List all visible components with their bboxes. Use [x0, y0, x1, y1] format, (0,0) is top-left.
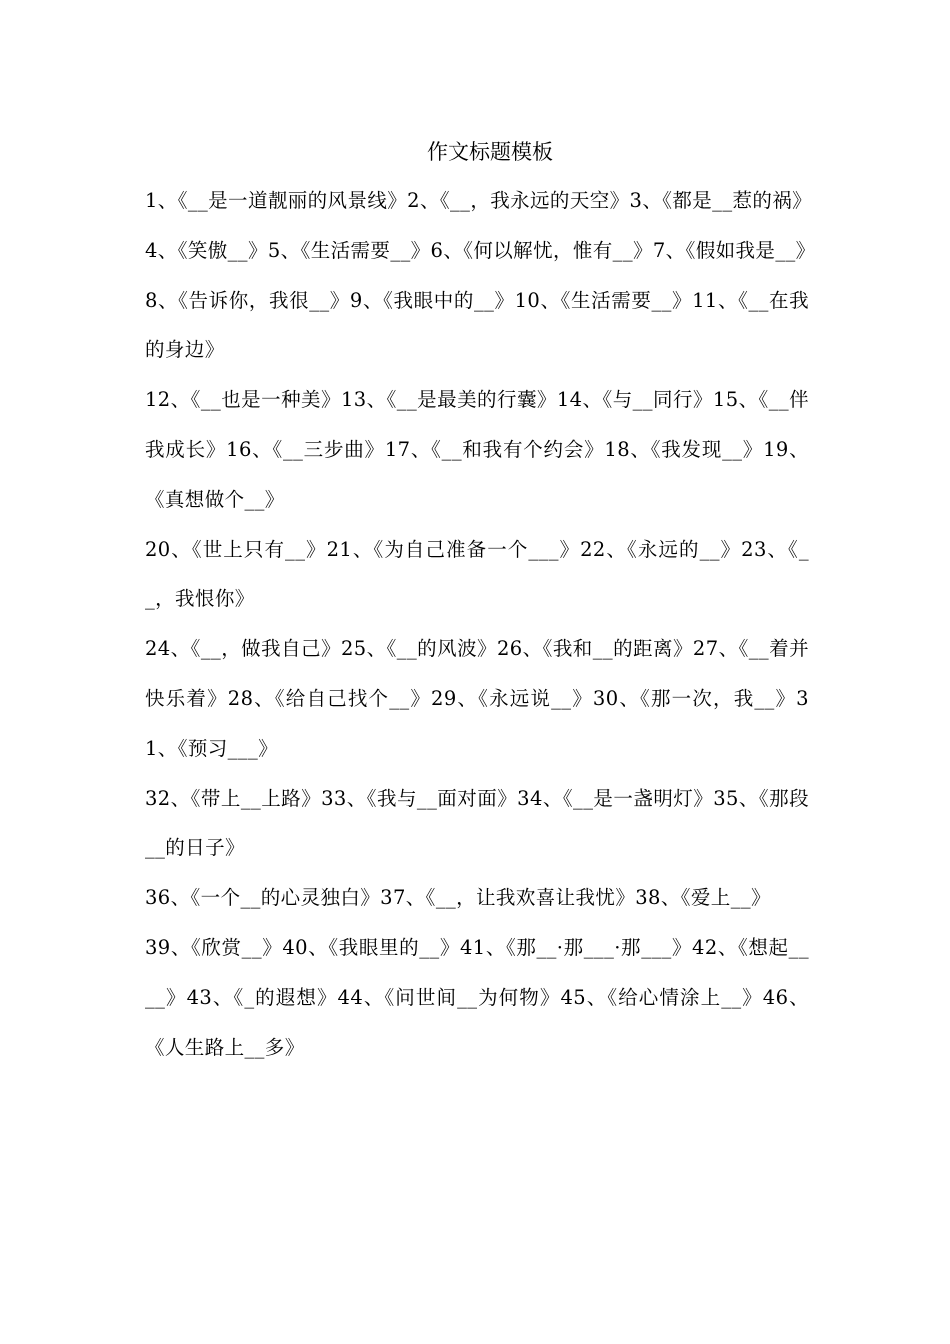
paragraph: 32、《带上__上路》33、《我与__面对面》34、《__是一盏明灯》35、《那段__的日子》: [145, 786, 809, 860]
paragraph: 39、《欣赏__》40、《我眼里的__》41、《那__·那___·那___》42、《想起____》43、《_的遐想》44、《问世间__为何物》45、《给心情涂上__》46、《人生路上__多》: [145, 935, 809, 1059]
paragraph: 12、《__也是一种美》13、《__是最美的行囊》14、《与__同行》15、《__伴我成长》16、《__三步曲》17、《__和我有个约会》18、《我发现__》19、《真想做个__》: [145, 388, 809, 511]
document-body: [145, 176, 816, 1072]
paragraph: 4、《笑傲__》5、《生活需要__》6、《何以解忧，惟有__》7、《假如我是__》: [145, 238, 816, 262]
document-title: 作文标题模板: [427, 140, 553, 164]
paragraph: 1、《__是一道靓丽的风景线》2、《__，我永远的天空》3、《都是__惹的祸》: [145, 189, 813, 212]
paragraph: 36、《一个__的心灵独白》37、《__，让我欢喜让我忧》38、《爱上__》: [145, 886, 771, 910]
paragraph: 20、《世上只有__》21、《为自己准备一个___》22、《永远的__》23、《__，我恨你》: [145, 537, 809, 611]
paragraph: 24、《__，做我自己》25、《__的风波》26、《我和__的距离》27、《__着并快乐着》28、《给自己找个__》29、《永远说__》30、《那一次，我__》31、《预习___》: [145, 637, 809, 760]
paragraph: 8、《告诉你，我很__》9、《我眼中的__》10、《生活需要__》11、《__在我的身边》: [145, 288, 809, 362]
